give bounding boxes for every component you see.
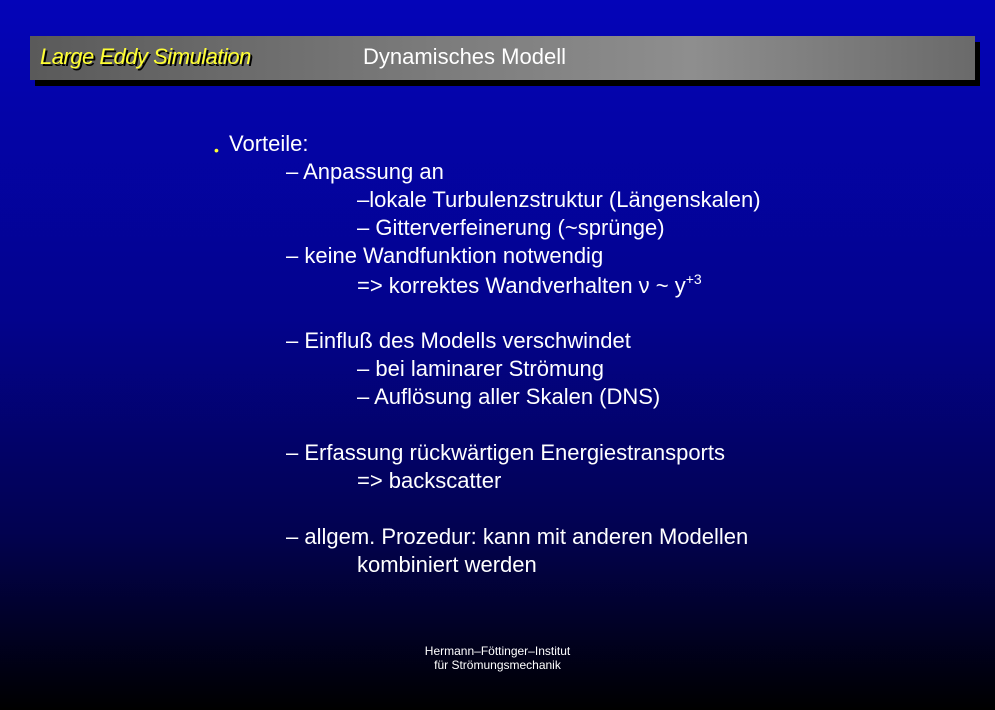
bullet-icon: • <box>214 142 219 158</box>
exponent: +3 <box>685 271 702 287</box>
list-item: – Gitterverfeinerung (~sprünge) <box>357 215 665 240</box>
bullet-heading: Vorteile: <box>229 131 309 156</box>
list-item: – allgem. Prozedur: kann mit anderen Modellen <box>286 524 749 549</box>
list-item: – Einfluß des Modells verschwindet <box>286 328 631 353</box>
slide-topic-title: Dynamisches Modell <box>363 44 566 69</box>
slide-section-title: Large Eddy Simulation <box>40 44 251 69</box>
footer-institute <box>0 644 995 672</box>
list-item: – Erfassung rückwärtigen Energiestransports <box>286 440 725 465</box>
list-item: => backscatter <box>357 468 502 493</box>
list-item: –lokale Turbulenzstruktur (Längenskalen) <box>357 187 761 212</box>
list-item <box>357 272 702 302</box>
wall-behavior-text: => korrektes Wandverhalten ν ~ y <box>357 273 686 298</box>
list-item: – keine Wandfunktion notwendig <box>286 243 604 268</box>
list-item: – Auflösung aller Skalen (DNS) <box>357 384 661 409</box>
footer-line-1: Hermann–Föttinger–Institut <box>424 644 571 658</box>
list-item: – Anpassung an <box>286 159 444 184</box>
list-item: – bei laminarer Strömung <box>357 356 605 381</box>
footer-line-2: für Strömungsmechanik <box>434 658 561 672</box>
list-item: kombiniert werden <box>357 552 537 577</box>
